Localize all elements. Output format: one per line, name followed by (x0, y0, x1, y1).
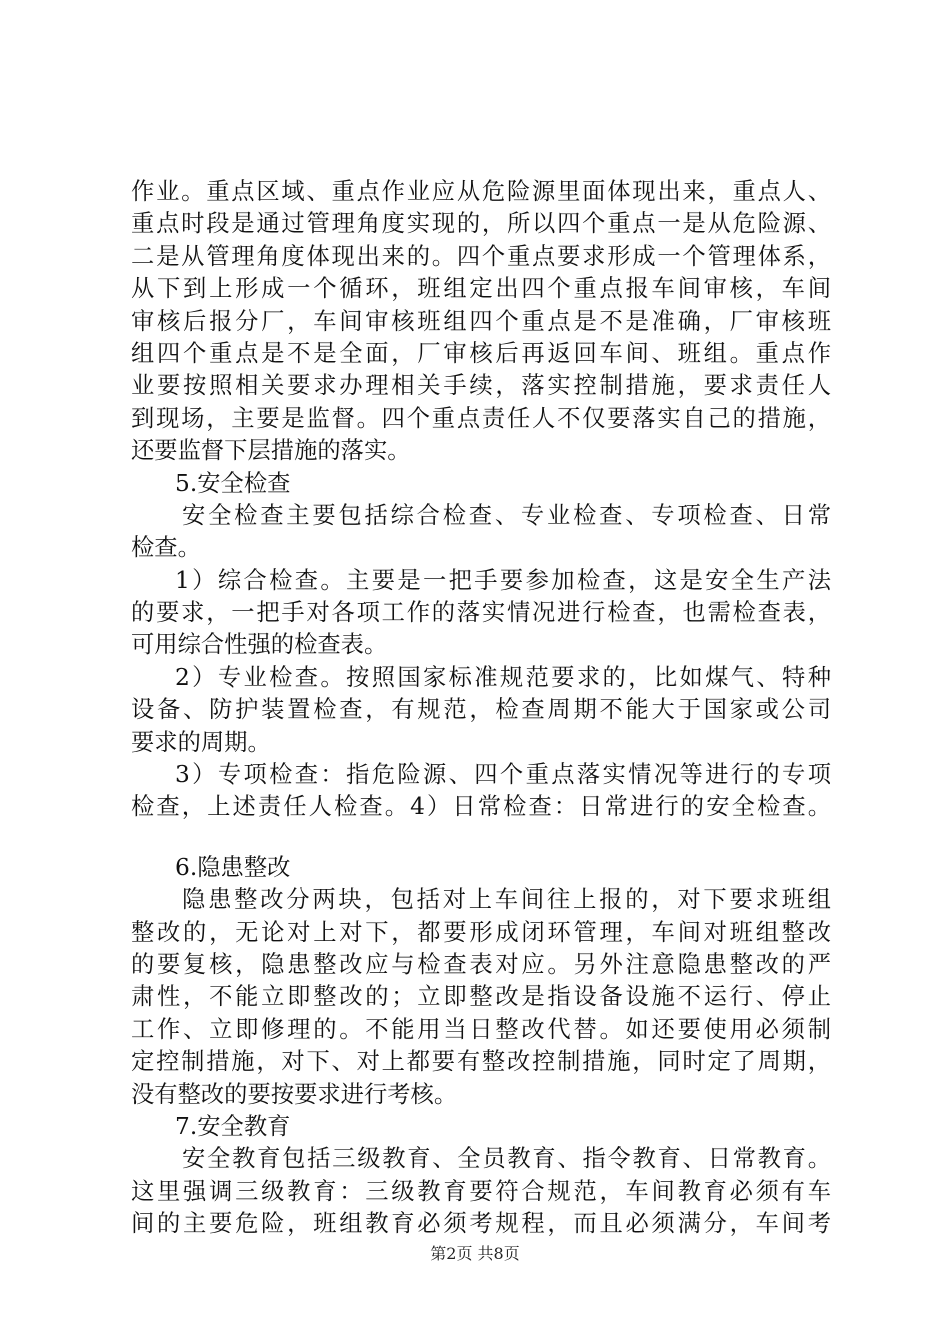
text-line: 3）专项检查：指危险源、四个重点落实情况等进行的专项 (175, 761, 831, 789)
text-line: 整改的，无论对上对下，都要形成闭环管理，车间对班组整改 (131, 918, 831, 946)
text-line: 组四个重点是不是全面，厂审核后再返回车间、班组。重点作 (131, 339, 831, 367)
paragraph-hazard-rectification (131, 884, 831, 1111)
paragraph-continuation (131, 176, 831, 468)
text-line: 2）专业检查。按照国家标准规范要求的，比如煤气、特种 (175, 663, 831, 691)
text-line: 要求的周期。 (131, 728, 271, 756)
text-line: 检查，上述责任人检查。4）日常检查：日常进行的安全检查。 (131, 793, 831, 821)
text-line: 安全教育包括三级教育、全员教育、指令教育、日常教育。 (182, 1145, 831, 1173)
section-heading-hazard-rectification: 6.隐患整改 (175, 853, 291, 881)
text-line: 设备、防护装置检查，有规范，检查周期不能大于国家或公司 (131, 696, 831, 724)
document-body (131, 176, 831, 1241)
paragraph-safety-education (131, 1143, 831, 1240)
paragraph-professional-inspection (131, 662, 831, 759)
text-line: 重点时段是通过管理角度实现的，所以四个重点一是从危险源、 (131, 210, 831, 238)
text-line: 的要求，一把手对各项工作的落实情况进行检查，也需检查表， (131, 599, 831, 627)
text-line: 到现场，主要是监督。四个重点责任人不仅要落实自己的措施， (131, 404, 831, 432)
text-line: 隐患整改分两块，包括对上车间往上报的，对下要求班组 (182, 886, 831, 914)
text-line: 1）综合检查。主要是一把手要参加检查，这是安全生产法 (175, 566, 831, 594)
text-line: 还要监督下层措施的落实。 (131, 437, 411, 465)
text-line: 肃性，不能立即整改的；立即整改是指设备设施不运行、停止 (131, 983, 831, 1011)
text-line: 业要按照相关要求办理相关手续，落实控制措施，要求责任人 (131, 372, 831, 400)
text-line: 的要复核，隐患整改应与检查表对应。另外注意隐患整改的严 (131, 950, 831, 978)
page-number-footer: 第2页 共8页 (430, 1244, 520, 1263)
text-line: 这里强调三级教育：三级教育要符合规范，车间教育必须有车 (131, 1177, 831, 1205)
text-line: 从下到上形成一个循环，班组定出四个重点报车间审核，车间 (131, 275, 831, 303)
text-line: 可用综合性强的检查表。 (131, 631, 388, 659)
paragraph-gap (131, 824, 831, 852)
text-line: 间的主要危险，班组教育必须考规程，而且必须满分，车间考 (131, 1210, 831, 1238)
text-line: 没有整改的要按要求进行考核。 (131, 1080, 458, 1108)
text-line: 作业。重点区域、重点作业应从危险源里面体现出来，重点人、 (131, 178, 831, 205)
text-line: 审核后报分厂，车间审核班组四个重点是不是准确，厂审核班 (131, 307, 831, 335)
text-line: 二是从管理角度体现出来的。四个重点要求形成一个管理体系， (131, 242, 831, 270)
paragraph-inspection-intro (131, 500, 831, 565)
section-heading-safety-inspection: 5.安全检查 (175, 469, 291, 497)
text-line: 定控制措施，对下、对上都要有整改控制措施，同时定了周期， (131, 1048, 831, 1076)
text-line: 检查。 (131, 534, 201, 562)
text-line: 工作、立即修理的。不能用当日整改代替。如还要使用必须制 (131, 1015, 831, 1043)
section-heading-safety-education: 7.安全教育 (175, 1112, 291, 1140)
paragraph-special-inspection (131, 759, 831, 824)
paragraph-comprehensive-inspection (131, 565, 831, 662)
text-line: 安全检查主要包括综合检查、专业检查、专项检查、日常 (182, 501, 831, 529)
